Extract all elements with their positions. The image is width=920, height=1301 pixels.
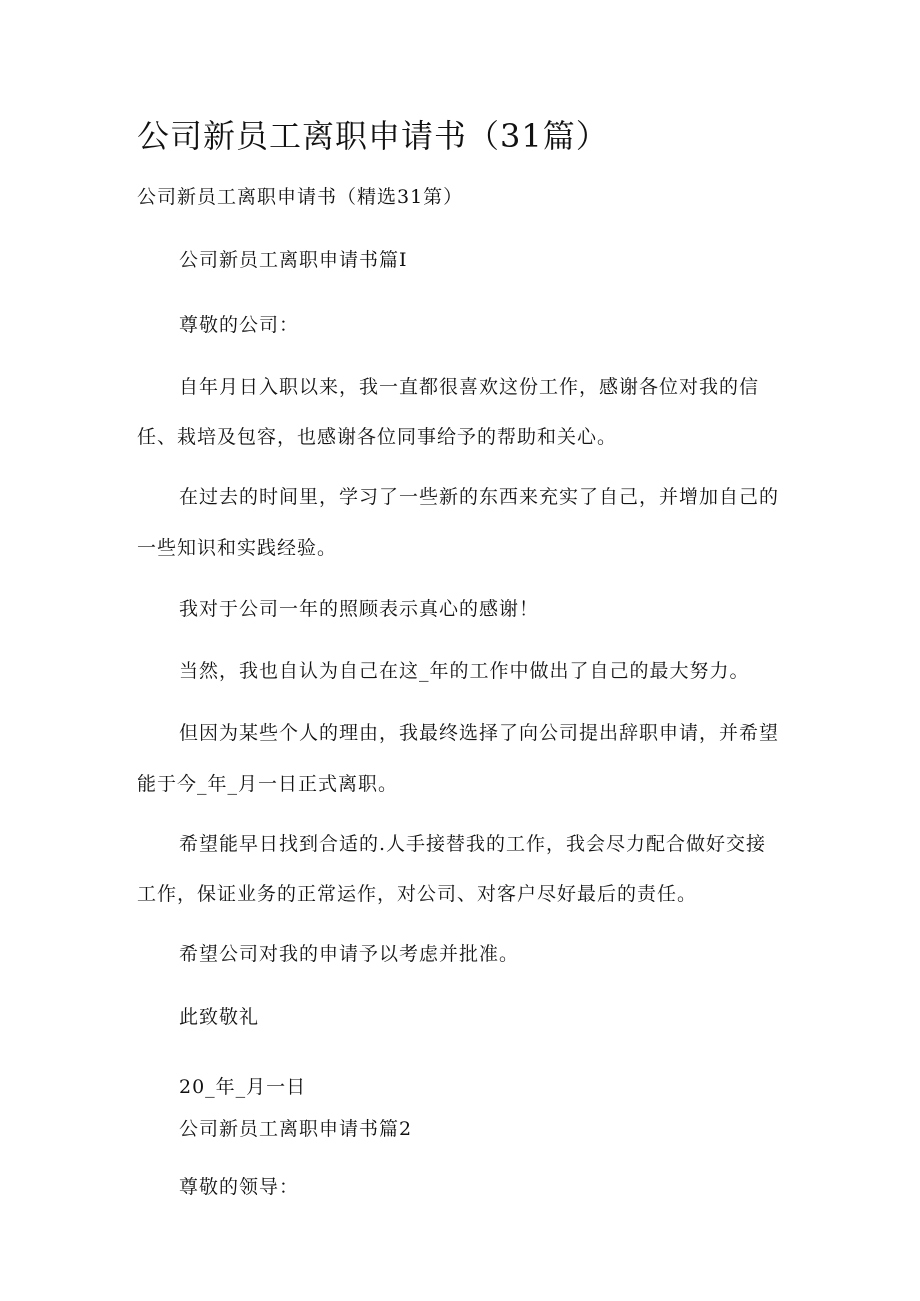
paragraph-1-line-1: 自年月日入职以来，我一直都很喜欢这份工作，感谢各位对我的信 (179, 376, 760, 398)
salutation-1: 尊敬的公司： (179, 314, 300, 336)
paragraph-5-line-2: 能于今_年_月一日正式离职。 (137, 773, 399, 795)
paragraph-7: 希望公司对我的申请予以考虑并批准。 (179, 943, 520, 965)
paragraph-4: 当然，我也自认为自己在这_年的工作中做出了自己的最大努力。 (179, 660, 750, 682)
paragraph-6-line-1: 希望能早日找到合适的.人手接替我的工作，我会尽力配合做好交接 (179, 833, 767, 855)
document-title: 公司新员工离职申请书（31篇） (137, 117, 609, 155)
closing: 此致敬礼 (179, 1006, 260, 1028)
paragraph-1-line-2: 任、栽培及包容，也感谢各位同事给予的帮助和关心。 (137, 426, 618, 448)
paragraph-3: 我对于公司一年的照顾表示真心的感谢！ (179, 598, 540, 620)
date-line: 20_年_月一日 (179, 1076, 307, 1098)
document-subtitle: 公司新员工离职申请书（精选31第） (137, 186, 464, 208)
paragraph-2-line-2: 一些知识和实践经验。 (137, 537, 338, 559)
paragraph-2-line-1: 在过去的时间里，学习了一些新的东西来充实了自己，并增加自己的 (179, 486, 780, 508)
section-heading-2: 公司新员工离职申请书篇2 (179, 1118, 413, 1140)
section-heading-1: 公司新员工离职申请书篇I (179, 249, 408, 271)
salutation-2: 尊敬的领导： (179, 1176, 300, 1198)
paragraph-5-line-1: 但因为某些个人的理由，我最终选择了向公司提出辞职申请，并希望 (179, 722, 780, 744)
paragraph-6-line-2: 工作，保证业务的正常运作，对公司、对客户尽好最后的责任。 (137, 883, 698, 905)
